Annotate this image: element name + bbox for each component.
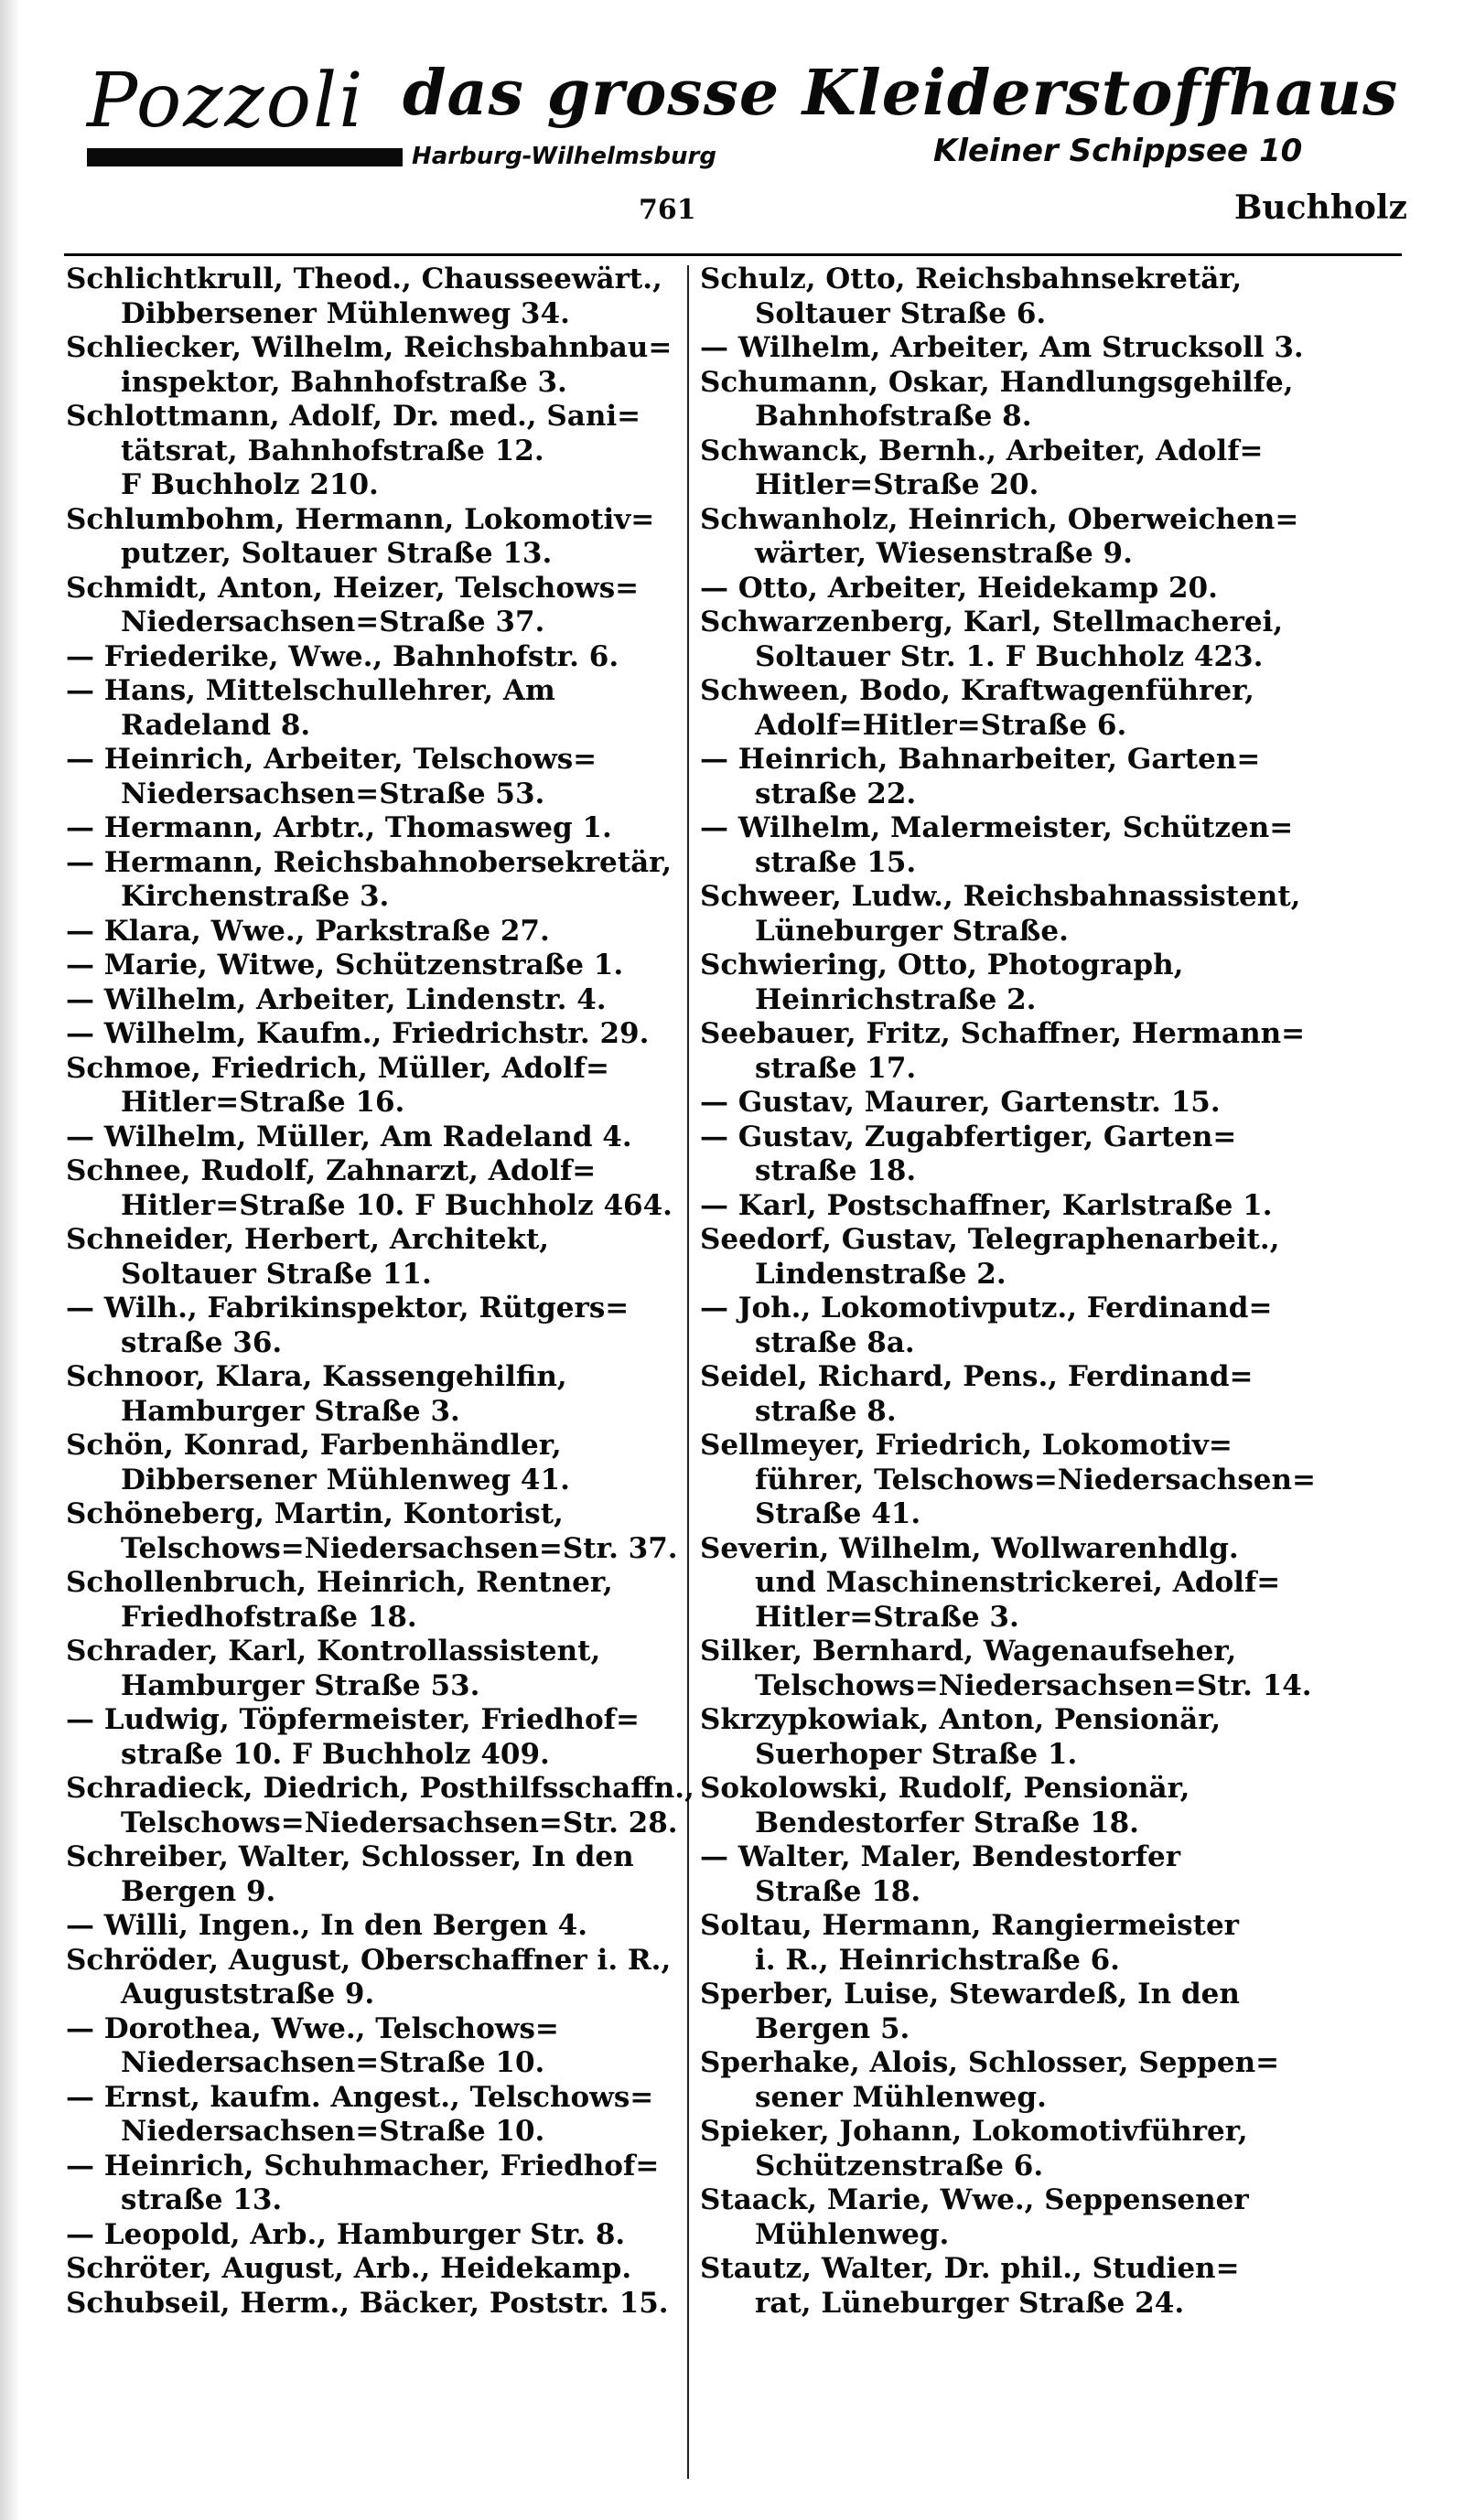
ad-underline-bar (87, 148, 403, 166)
directory-entry (66, 1944, 705, 2012)
directory-entry (700, 949, 1340, 1017)
entry-name-line: Schlichtkrull, Theod., Chausseewärt., (66, 263, 662, 295)
entry-name-line: — Gustav, Maurer, Gartenstr. 15. (700, 1086, 1221, 1119)
advertisement-banner (87, 55, 1414, 178)
entry-name-line: Spieker, Johann, Lokomotivführer, (700, 2115, 1248, 2148)
entry-continuation-line: Adolf=Hitler=Straße 6. (755, 708, 1127, 742)
entry-continuation-line: Niedersachsen=Straße 10. (121, 2046, 545, 2079)
directory-entry (66, 1909, 705, 1944)
entry-continuation-line: Suerhoper Straße 1. (755, 1737, 1078, 1771)
entry-continuation-line: Straße 41. (755, 1497, 921, 1530)
directory-entry (66, 263, 705, 331)
entry-name-line: — Wilhelm, Arbeiter, Am Strucksoll 3. (700, 331, 1304, 364)
entry-name-line: Seidel, Richard, Pens., Ferdinand= (700, 1360, 1254, 1393)
entry-continuation-line: Hitler=Straße 20. (755, 468, 1039, 501)
directory-entry (66, 846, 705, 915)
entry-continuation-line: straße 22. (755, 777, 917, 810)
directory-entry (66, 1292, 705, 1360)
entry-continuation-line: Lindenstraße 2. (755, 1257, 1006, 1291)
entry-continuation-line: Soltauer Str. 1. F Buchholz 423. (755, 639, 1264, 673)
entry-continuation-line: Niedersachsen=Straße 53. (121, 777, 545, 810)
directory-entry (700, 606, 1340, 674)
entry-name-line: Severin, Wilhelm, Wollwarenhdlg. (700, 1531, 1239, 1565)
entry-name-line: — Hermann, Arbtr., Thomasweg 1. (66, 811, 612, 844)
entry-continuation-line: Radeland 8. (121, 708, 311, 742)
directory-entry (700, 572, 1340, 606)
entry-name-line: — Heinrich, Bahnarbeiter, Garten= (700, 743, 1261, 776)
entry-continuation-line: Telschows=Niedersachsen=Str. 28. (121, 1806, 678, 1839)
entry-continuation-line: Straße 18. (755, 1874, 921, 1908)
entry-continuation-line: Hitler=Straße 10. F Buchholz 464. (121, 1188, 673, 1222)
entry-name-line: Soltau, Hermann, Rangiermeister (700, 1909, 1239, 1942)
directory-entry (66, 640, 705, 675)
entry-name-line: Sokolowski, Rudolf, Pensionär, (700, 1772, 1190, 1805)
entry-name-line: Schollenbruch, Heinrich, Rentner, (66, 1566, 613, 1599)
entry-continuation-line: Bergen 5. (755, 2011, 910, 2045)
entry-continuation-line: Bergen 9. (121, 1874, 276, 1908)
entry-name-line: Seebauer, Fritz, Schaffner, Hermann= (700, 1017, 1306, 1050)
entry-name-line: — Marie, Witwe, Schützenstraße 1. (66, 949, 624, 981)
entry-continuation-line: Kirchenstraße 3. (121, 880, 390, 913)
right-column (700, 263, 1340, 2321)
directory-entry (66, 1635, 705, 1703)
entry-continuation-line: Bahnhofstraße 8. (755, 400, 1032, 433)
directory-entry (700, 674, 1340, 743)
ad-brand: Pozzoli (87, 58, 365, 145)
entry-continuation-line: Hamburger Straße 3. (121, 1394, 460, 1428)
entry-name-line: — Gustav, Zugabfertiger, Garten= (700, 1120, 1237, 1153)
directory-entry (66, 2012, 705, 2081)
entry-name-line: — Leopold, Arb., Hamburger Str. 8. (66, 2217, 626, 2251)
directory-entry (700, 366, 1340, 434)
entry-continuation-line: wärter, Wiesenstraße 9. (755, 537, 1133, 570)
directory-entry (66, 503, 705, 572)
entry-continuation-line: sener Mühlenweg. (755, 2080, 1047, 2114)
entry-name-line: Schmidt, Anton, Heizer, Telschows= (66, 571, 640, 605)
entry-name-line: Schmoe, Friedrich, Müller, Adolf= (66, 1051, 609, 1085)
directory-entry (700, 1772, 1340, 1840)
entry-name-line: — Dorothea, Wwe., Telschows= (66, 2011, 559, 2045)
entry-name-line: — Heinrich, Arbeiter, Telschows= (66, 743, 597, 776)
entry-name-line: Schnoor, Klara, Kassengehilfin, (66, 1360, 567, 1393)
entry-name-line: Schneider, Herbert, Architekt, (66, 1223, 550, 1256)
entry-name-line: — Willi, Ingen., In den Bergen 4. (66, 1909, 588, 1942)
entry-continuation-line: i. R., Heinrichstraße 6. (755, 1943, 1120, 1977)
directory-entry (700, 1909, 1340, 1978)
header-rule (64, 253, 1402, 256)
entry-name-line: Sperber, Luise, Stewardeß, In den (700, 1978, 1240, 2011)
entry-name-line: Schween, Bodo, Kraftwagenführer, (700, 674, 1254, 707)
entry-continuation-line: F Buchholz 210. (121, 468, 379, 501)
entry-continuation-line: Hitler=Straße 3. (755, 1600, 1019, 1634)
directory-entry (66, 2218, 705, 2253)
entry-name-line: Schrader, Karl, Kontrollassistent, (66, 1635, 601, 1667)
ad-city: Harburg-Wilhelmsburg (412, 143, 716, 170)
ad-street-address: Kleiner Schippsee 10 (933, 133, 1303, 169)
directory-entry (700, 743, 1340, 811)
entry-continuation-line: Niedersachsen=Straße 37. (121, 606, 545, 638)
entry-name-line: — Klara, Wwe., Parkstraße 27. (66, 914, 550, 948)
entry-continuation-line: und Maschinenstrickerei, Adolf= (755, 1566, 1281, 1599)
directory-entry (700, 1360, 1340, 1429)
directory-entry (700, 1086, 1340, 1121)
entry-name-line: Schwanck, Bernh., Arbeiter, Adolf= (700, 434, 1264, 467)
entry-name-line: — Wilhelm, Kaufm., Friedrichstr. 29. (66, 1017, 650, 1050)
entry-continuation-line: Friedhofstraße 18. (121, 1600, 417, 1634)
entry-continuation-line: Telschows=Niedersachsen=Str. 14. (755, 1668, 1312, 1702)
entry-continuation-line: Niedersachsen=Straße 10. (121, 2115, 545, 2148)
entry-continuation-line: führer, Telschows=Niedersachsen= (755, 1463, 1317, 1496)
directory-entry (700, 1978, 1340, 2046)
entry-name-line: — Otto, Arbeiter, Heidekamp 20. (700, 571, 1218, 605)
directory-entry (66, 2150, 705, 2218)
entry-continuation-line: Hitler=Straße 16. (121, 1086, 405, 1119)
directory-entry (66, 2081, 705, 2150)
entry-name-line: Schumann, Oskar, Handlungsgehilfe, (700, 365, 1294, 399)
directory-entry (700, 1703, 1340, 1772)
directory-entry (66, 1566, 705, 1635)
left-column (66, 263, 705, 2321)
entry-continuation-line: straße 10. F Buchholz 409. (121, 1737, 550, 1771)
entry-name-line: — Friederike, Wwe., Bahnhofstr. 6. (66, 639, 619, 673)
directory-entry (66, 983, 705, 1018)
entry-name-line: Skrzypkowiak, Anton, Pensionär, (700, 1703, 1222, 1736)
directory-entry (700, 880, 1340, 949)
directory-entry (700, 434, 1340, 503)
directory-entry (66, 1703, 705, 1772)
entry-continuation-line: Dibbersener Mühlenweg 34. (121, 296, 570, 330)
entry-name-line: Schweer, Ludw., Reichsbahnassistent, (700, 880, 1301, 913)
directory-entry (66, 572, 705, 640)
entry-name-line: Stautz, Walter, Dr. phil., Studien= (700, 2252, 1240, 2285)
directory-entry (66, 1121, 705, 1155)
entry-name-line: — Walter, Maler, Bendestorfer (700, 1840, 1181, 1873)
entry-name-line: — Hans, Mittelschullehrer, Am (66, 674, 555, 707)
entry-continuation-line: putzer, Soltauer Straße 13. (121, 537, 553, 570)
entry-name-line: — Wilhelm, Arbeiter, Lindenstr. 4. (66, 982, 607, 1016)
entry-name-line: Schröder, August, Oberschaffner i. R., (66, 1943, 672, 1977)
entry-name-line: — Wilhelm, Malermeister, Schützen= (700, 811, 1294, 844)
entry-name-line: — Heinrich, Schuhmacher, Friedhof= (66, 2149, 660, 2182)
directory-entry (700, 2046, 1340, 2115)
entry-name-line: Sellmeyer, Friedrich, Lokomotiv= (700, 1429, 1233, 1462)
entry-name-line: Schubseil, Herm., Bäcker, Poststr. 15. (66, 2286, 669, 2320)
directory-entry (66, 743, 705, 811)
directory-entry (700, 1017, 1340, 1086)
entry-continuation-line: Mühlenweg. (755, 2217, 950, 2251)
entry-name-line: — Hermann, Reichsbahnobersekretär, (66, 845, 673, 879)
directory-entry (66, 811, 705, 846)
directory-entry (700, 811, 1340, 880)
directory-entry (66, 1017, 705, 1052)
entry-continuation-line: Schützenstraße 6. (755, 2149, 1044, 2182)
directory-entry (700, 1532, 1340, 1635)
directory-entry (700, 1121, 1340, 1189)
entry-continuation-line: Lüneburger Straße. (755, 914, 1069, 948)
entry-name-line: Schreiber, Walter, Schlosser, In den (66, 1840, 634, 1873)
binding-edge (0, 0, 20, 2520)
entry-continuation-line: Soltauer Straße 11. (121, 1257, 432, 1291)
entry-name-line: — Wilh., Fabrikinspektor, Rütgers= (66, 1292, 630, 1324)
entry-name-line: — Ludwig, Töpfermeister, Friedhof= (66, 1703, 640, 1736)
entry-continuation-line: straße 8a. (755, 1325, 915, 1359)
directory-entry (66, 400, 705, 503)
entry-continuation-line: Heinrichstraße 2. (755, 982, 1037, 1016)
directory-entry (66, 674, 705, 743)
directory-entry (700, 2252, 1340, 2321)
directory-entry (66, 331, 705, 400)
directory-entry (66, 1429, 705, 1497)
directory-entry (700, 1429, 1340, 1532)
entry-continuation-line: Soltauer Straße 6. (755, 296, 1047, 330)
directory-entry (66, 1772, 705, 1840)
directory-entry (700, 2183, 1340, 2252)
entry-continuation-line: Dibbersener Mühlenweg 41. (121, 1463, 570, 1496)
entry-continuation-line: straße 36. (121, 1325, 283, 1359)
entry-name-line: Schöneberg, Martin, Kontorist, (66, 1497, 564, 1530)
entry-continuation-line: straße 8. (755, 1394, 897, 1428)
entry-name-line: Schlottmann, Adolf, Dr. med., Sani= (66, 400, 641, 433)
entry-name-line: Schlumbohm, Hermann, Lokomotiv= (66, 502, 655, 536)
directory-entry (66, 949, 705, 983)
directory-entry (700, 331, 1340, 366)
entry-name-line: Schulz, Otto, Reichsbahnsekretär, (700, 263, 1243, 295)
directory-entry (66, 1052, 705, 1121)
entry-name-line: Schwanholz, Heinrich, Oberweichen= (700, 502, 1299, 536)
directory-entry (700, 1189, 1340, 1224)
directory-entry (66, 1360, 705, 1429)
entry-name-line: Schradieck, Diedrich, Posthilfsschaffn., (66, 1772, 694, 1805)
directory-entry (700, 503, 1340, 572)
directory-entry (700, 263, 1340, 331)
entry-name-line: Schnee, Rudolf, Zahnarzt, Adolf= (66, 1154, 597, 1187)
entry-continuation-line: straße 15. (755, 845, 917, 879)
directory-entry (700, 1292, 1340, 1360)
ad-slogan: das grosse Kleiderstoffhaus (403, 57, 1399, 130)
directory-entry (700, 2115, 1340, 2183)
entry-name-line: Schliecker, Wilhelm, Reichsbahnbau= (66, 331, 673, 364)
entry-name-line: — Ernst, kaufm. Angest., Telschows= (66, 2080, 654, 2114)
page-number: 761 (639, 194, 696, 226)
entry-name-line: — Joh., Lokomotivputz., Ferdinand= (700, 1292, 1273, 1324)
running-head: Buchholz (1234, 188, 1407, 227)
entry-continuation-line: Telschows=Niedersachsen=Str. 37. (121, 1531, 678, 1565)
entry-name-line: Schröter, August, Arb., Heidekamp. (66, 2252, 632, 2285)
directory-entry (66, 1497, 705, 1566)
entry-name-line: Sperhake, Alois, Schlosser, Seppen= (700, 2046, 1280, 2079)
entry-continuation-line: Hamburger Straße 53. (121, 1668, 480, 1702)
directory-entry (66, 1154, 705, 1223)
directory-entry (66, 915, 705, 949)
entry-name-line: Silker, Bernhard, Wagenaufseher, (700, 1635, 1237, 1667)
entry-continuation-line: inspektor, Bahnhofstraße 3. (121, 365, 567, 399)
directory-entry (700, 1223, 1340, 1292)
entry-name-line: Staack, Marie, Wwe., Seppensener (700, 2183, 1249, 2216)
entry-name-line: — Wilhelm, Müller, Am Radeland 4. (66, 1120, 632, 1153)
entry-continuation-line: straße 18. (755, 1154, 917, 1187)
directory-entry (66, 2252, 705, 2287)
entry-continuation-line: Bendestorfer Straße 18. (755, 1806, 1139, 1839)
directory-entry (66, 1223, 705, 1292)
entry-name-line: Schwarzenberg, Karl, Stellmacherei, (700, 606, 1284, 638)
directory-entry (66, 1840, 705, 1909)
entry-name-line: — Karl, Postschaffner, Karlstraße 1. (700, 1188, 1273, 1222)
directory-entry (700, 1840, 1340, 1909)
entry-name-line: Seedorf, Gustav, Telegraphenarbeit., (700, 1223, 1280, 1256)
directory-entry (66, 2287, 705, 2322)
entry-continuation-line: straße 13. (121, 2183, 283, 2216)
entry-name-line: Schön, Konrad, Farbenhändler, (66, 1429, 562, 1462)
entry-continuation-line: Auguststraße 9. (121, 1978, 375, 2011)
entry-continuation-line: tätsrat, Bahnhofstraße 12. (121, 434, 544, 467)
entry-name-line: Schwiering, Otto, Photograph, (700, 949, 1184, 981)
directory-entry (700, 1635, 1340, 1703)
entry-continuation-line: straße 17. (755, 1051, 917, 1085)
entry-continuation-line: rat, Lüneburger Straße 24. (755, 2286, 1185, 2320)
